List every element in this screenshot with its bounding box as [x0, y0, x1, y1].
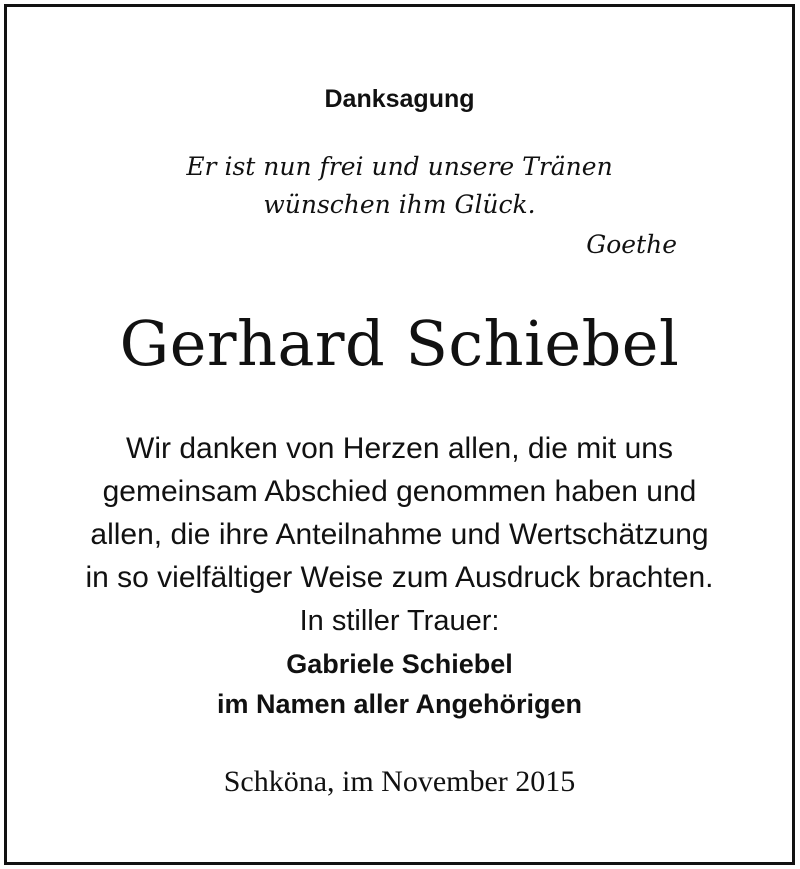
deceased-name: Gerhard Schiebel [119, 307, 680, 380]
place-date: Schköna, im November 2015 [223, 765, 576, 798]
thanks-text-line: gemeinsam Abschied genommen haben und [102, 475, 697, 508]
quote-author: Goethe [586, 230, 677, 259]
thanks-text-line: in so vielfältiger Weise zum Ausdruck brachten. [85, 561, 714, 594]
notice-frame [4, 4, 795, 865]
quote-line: Er ist nun frei und unsere Tränen [186, 152, 613, 181]
thanks-text-line: allen, die ihre Anteilnahme und Wertschätzung [90, 518, 709, 551]
quote-line: wünschen ihm Glück. [263, 190, 536, 219]
mourning-label: In stiller Trauer: [299, 605, 500, 637]
notice-heading: Danksagung [324, 85, 475, 113]
signatory-note: im Namen aller Angehörigen [216, 689, 583, 719]
signatory-name: Gabriele Schiebel [286, 649, 513, 679]
thanks-text-line: Wir danken von Herzen allen, die mit uns [126, 432, 673, 465]
